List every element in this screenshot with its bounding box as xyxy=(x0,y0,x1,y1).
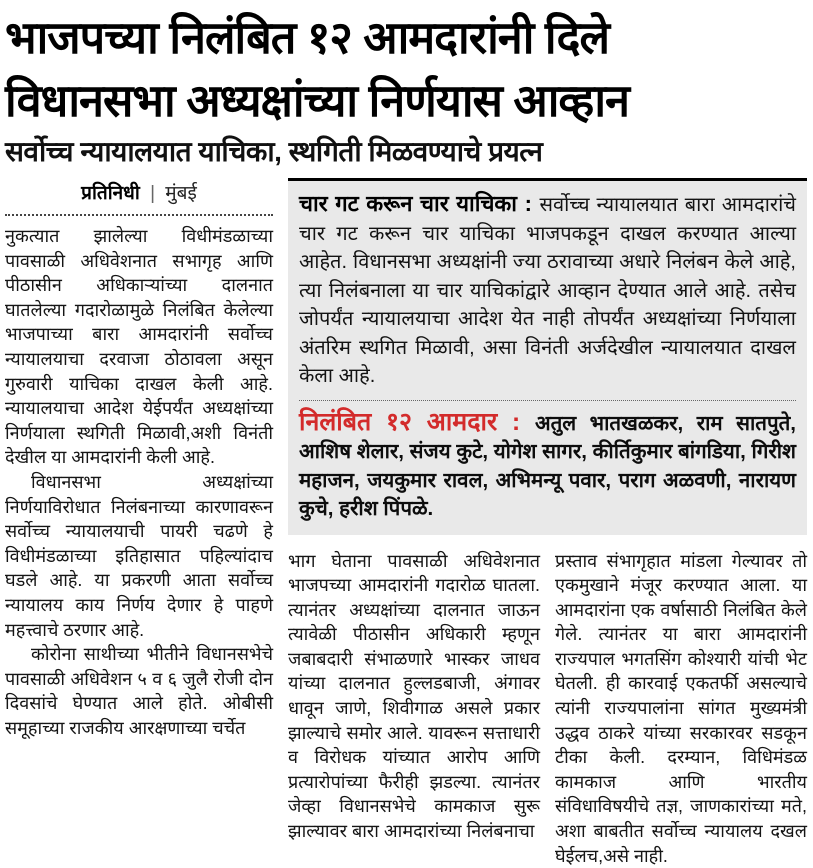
column-middle xyxy=(288,549,540,868)
column-left-text xyxy=(5,224,273,740)
lower-columns xyxy=(288,549,807,868)
headline-line-2: विधानसभा अध्यक्षांच्या निर्णयास आव्हान xyxy=(5,69,807,132)
byline-separator: | xyxy=(145,183,160,204)
byline-location: मुंबई xyxy=(165,183,197,204)
headline-line-1: भाजपच्या निलंबित १२ आमदारांनी दिले xyxy=(5,6,807,69)
column-left xyxy=(5,178,273,740)
column-right xyxy=(555,549,807,868)
byline-dotted-rule xyxy=(5,214,273,216)
right-area xyxy=(288,178,807,868)
suspended-mlas-paragraph xyxy=(299,408,796,524)
byline xyxy=(5,178,273,214)
suspended-mlas-lead: निलंबित १२ आमदार : xyxy=(299,408,535,436)
article-headline xyxy=(5,6,807,132)
article-body xyxy=(5,178,807,868)
highlight-box xyxy=(288,178,807,535)
paragraph: भाग घेताना पावसाळी अधिवेशनात भाजपच्या आमदारांनी गदारोळ घातला. त्यानंतर अध्यक्षांच्या दालनात जाऊन त्यावेळी पीठासीन अधिकारी म्हणून जबाबदारी संभाळणारे भास्कर जाधव यांच्या दालनात हुल्लडबाजी, अंगावर धावून जाणे, शिवीगाळ असले प्रकार झाल्याचे समोर आले. यावरून सत्ताधारी व विरोधक यांच्यात आरोप आणि प्रत्यारोपांच्या फैरीही झडल्या. त्यानंतर जेव्हा विधानसभेचे कामकाज सुरू झाल्यावर बारा आमदारांच्या निलंबनाचा xyxy=(288,549,540,844)
suspended-mlas-names: अतुल भातखळकर, राम सातपुते, आशिष शेलार, संजय कुटे, योगेश सागर, कीर्तिकुमार बांगडिया, गिरीश महाजन, जयकुमार रावल, अभिमन्यू पवार, पराग अळवणी, नारायण कुचे, हरीश पिंपळे. xyxy=(299,412,796,521)
petitions-lead: चार गट करून चार याचिका : xyxy=(299,191,539,216)
paragraph: कोरोना साथीच्या भीतीने विधानसभेचे पावसाळी अधिवेशन ५ व ६ जुलै रोजी दोन दिवसांचे घेण्यात आले होते. ओबीसी समूहाच्या राजकीय आरक्षणाच्या चर्चेत xyxy=(5,642,273,740)
byline-author: प्रतिनिधी xyxy=(81,183,140,204)
petitions-text: सर्वोच्च न्यायालयात बारा आमदारांचे चार गट करून चार याचिका भाजपकडून दाखल करण्यात आल्या आहेत. विधानसभा अध्यक्षांनी ज्या ठरावाच्या अधारे निलंबन केले आहे, त्या निलंबनाला या चार याचिकांद्वारे आव्हान देण्यात आले आहे. तसेच जोपर्यंत न्यायालयाचा आदेश येत नाही तोपर्यंत अध्यक्षांच्या निर्णयाला अंतरिम स्थगित मिळावी, असा विनंती अर्जदेखील न्यायालयात दाखल केला आहे. xyxy=(299,194,796,387)
petitions-paragraph xyxy=(299,190,796,391)
paragraph: प्रस्ताव संभागृहात मांडला गेल्यावर तो एकमुखाने मंजूर करण्यात आला. या आमदारांना एक वर्षासाठी निलंबित केले गेले. त्यानंतर या बारा आमदारांनी राज्यपाल भगतसिंग कोश्यारी यांची भेट घेतली. ही कारवाई एकतर्फी असल्याचे त्यांनी राज्यपालांना सांगत मुख्यमंत्री उद्धव ठाकरे यांच्या सरकारवर सडकून टीका केली. दरम्यान, विधिमंडळ कामकाज आणि भारतीय संविधाविषयीचे तज्ञ, जाणकारांच्या मते, अशा बाबतीत सर्वोच्च न्यायालय दखल घेईलच,असे नाही. xyxy=(555,549,807,868)
article-subheadline: सर्वोच्च न्यायालयात याचिका, स्थगिती मिळवण्याचे प्रयत्न xyxy=(5,134,807,170)
box-dotted-divider xyxy=(299,400,796,401)
paragraph: विधानसभा अध्यक्षांच्या निर्णयाविरोधात निलंबनाच्या कारणावरून सर्वोच्च न्यायालयाची पायरी चढणे हे विधीमंडळाच्या इतिहासात पहिल्यांदाच घडले आहे. या प्रकरणी आता सर्वोच्च न्यायालय काय निर्णय देणार हे पाहणे महत्त्वाचे ठरणार आहे. xyxy=(5,470,273,642)
paragraph: नुकत्यात झालेल्या विधीमंडळाच्या पावसाळी अधिवेशनात सभागृह आणि पीठासीन अधिकाऱ्यांच्या दालनात घातलेल्या गदारोळामुळे निलंबित केलेल्या भाजपाच्या बारा आमदारांनी सर्वोच्च न्यायालयाचा दरवाजा ठोठावला असून गुरुवारी याचिका दाखल केली आहे. न्यायालयाचा आदेश येईपर्यंत अध्यक्षांच्या निर्णयाला स्थगिती मिळावी,अशी विनंती देखील या आमदारांनी केली आहे. xyxy=(5,224,273,470)
